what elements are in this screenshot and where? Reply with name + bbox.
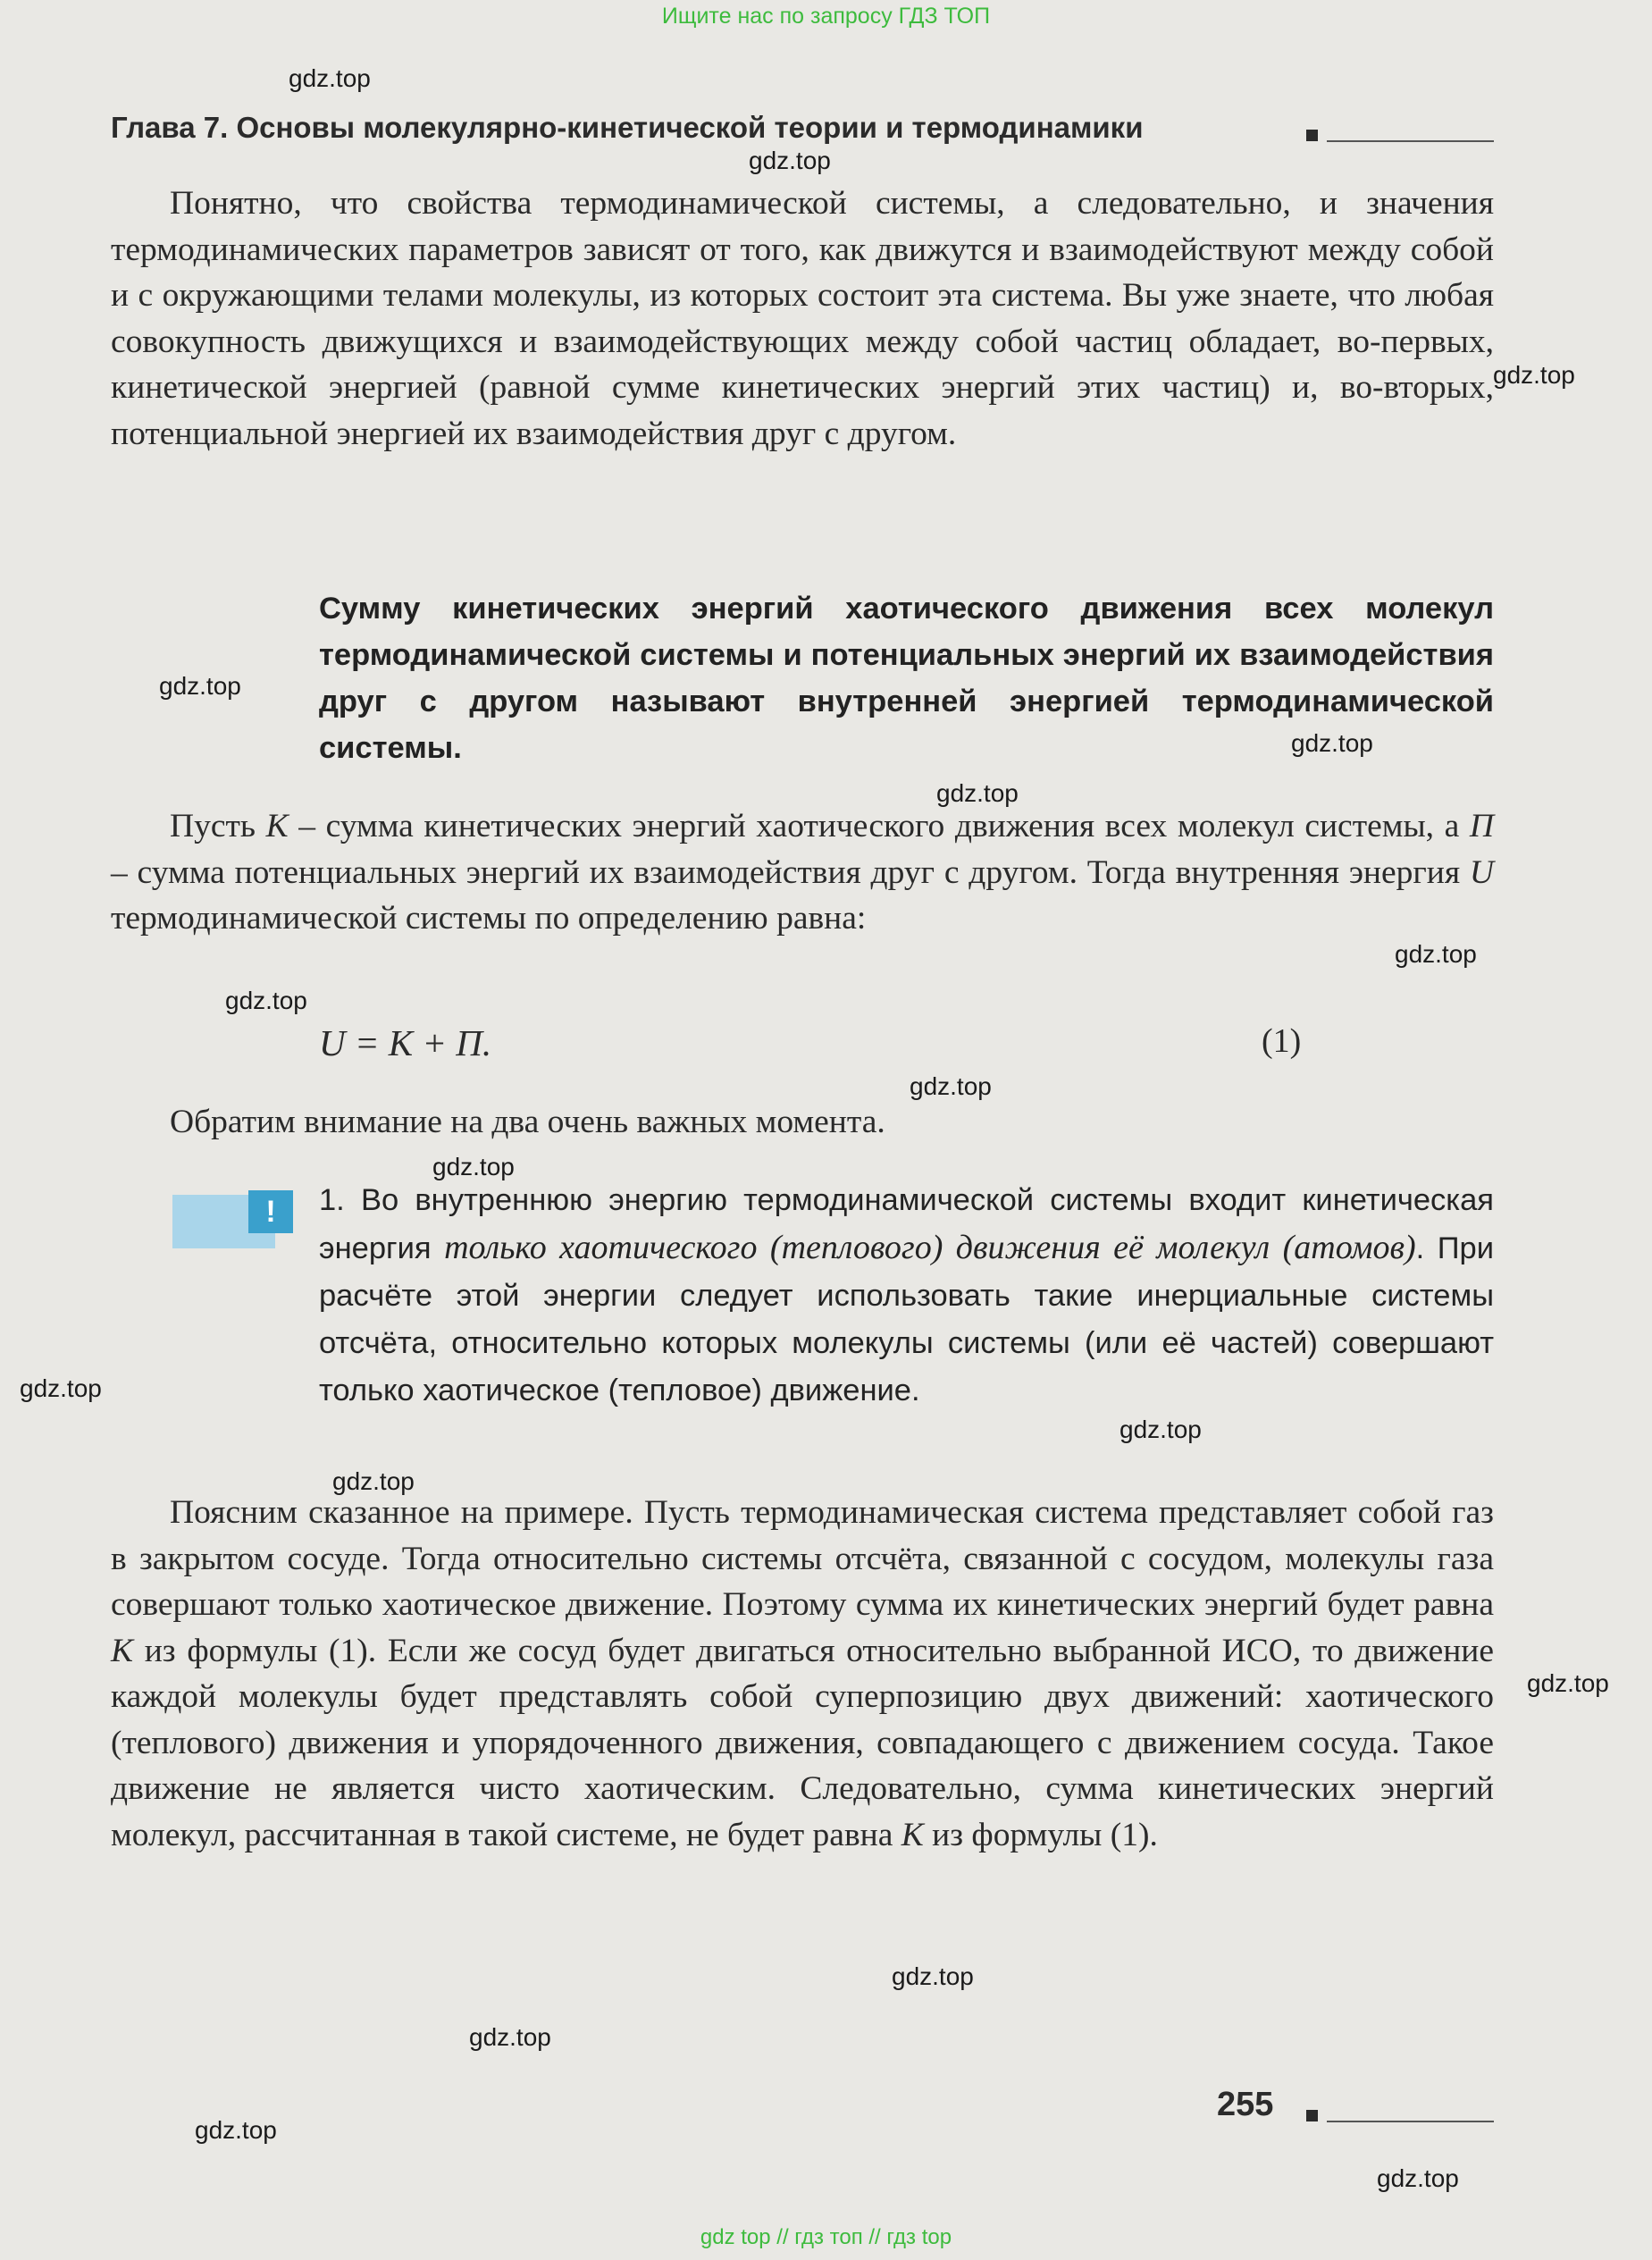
watermark: gdz.top — [159, 672, 241, 700]
chapter-rule — [1327, 140, 1494, 142]
watermark: gdz.top — [1493, 361, 1575, 389]
watermark: gdz.top — [936, 779, 1019, 807]
warning-icon: ! — [248, 1190, 293, 1233]
page-rule — [1327, 2121, 1494, 2122]
note-point-one — [319, 1177, 1494, 1415]
watermark: gdz.top — [892, 1962, 974, 1990]
p2-var-k: K — [265, 808, 289, 844]
chapter-square-marker — [1306, 130, 1318, 141]
note-text-b: . При расчёте этой энергии следует использовать такие инерциальные системы отсчёта, относительно которых молекулы системы (или её частей) совершают только хаотическое (тепловое) движение. — [319, 1231, 1494, 1407]
watermark: gdz.top — [195, 2116, 277, 2144]
paragraph-example — [111, 1490, 1494, 1858]
watermark: gdz.top — [1377, 2164, 1459, 2192]
bottom-banner[interactable]: gdz top // гдз топ // гдз top — [700, 2225, 952, 2249]
note-italic: только хаотического (теплового) движения её молекул (атомов) — [444, 1229, 1416, 1266]
page-number: 255 — [1217, 2086, 1274, 2123]
definition-block: Сумму кинетических энергий хаотического движения всех молекул термодинамической системы и потенциальных энергий их взаимодействия друг с другом называют внутренней энергией термодинамической системы. — [319, 592, 1494, 765]
page-square-marker — [1306, 2110, 1318, 2121]
watermark: gdz.top — [910, 1072, 992, 1100]
p2-text-a: Пусть — [170, 808, 266, 844]
p2-text-b: – сумма кинетических энергий хаотического движения всех молекул системы, а — [288, 808, 1470, 844]
p2-var-u: U — [1469, 853, 1494, 891]
watermark: gdz.top — [1120, 1416, 1202, 1443]
chapter-title: Глава 7. Основы молекулярно-кинетической теории и термодинамики — [111, 111, 1144, 144]
p2-var-p: П — [1469, 808, 1494, 844]
watermark: gdz.top — [469, 2023, 551, 2051]
formula-number: (1) — [1262, 1022, 1302, 1060]
p4-var-k2: K — [901, 1816, 924, 1853]
p4-text-c: из формулы (1). — [923, 1816, 1158, 1853]
watermark: gdz.top — [20, 1374, 102, 1402]
formula-internal-energy: U = K + П. — [319, 1022, 492, 1063]
p4-text-a: Поясним сказанное на примере. Пусть термодинамическая система представляет собой газ в закрытом сосуде. Тогда относительно системы отсчёта, связанной с сосудом, молекулы газа совершают только хаотическое движение. Поэтому сумма их кинетических энергий будет равна — [111, 1494, 1494, 1623]
watermark: gdz.top — [1395, 940, 1477, 968]
p2-text-d: термодинамической системы по определению равна: — [111, 900, 867, 937]
p4-text-b: из формулы (1). Если же сосуд будет двигаться относительно выбранной ИСО, то движение каждой молекулы будет представлять собой суперпозицию двух движений: хаотического (теплового) движения и упорядоченного движения, совпадающего с движением сосуда. Такое движение не является чисто хаотическим. Следовательно, сумма кинетических энергий молекул, рассчитанная в такой системе, не будет равна — [111, 1632, 1494, 1853]
watermark: gdz.top — [332, 1467, 415, 1495]
p4-var-k1: K — [111, 1632, 134, 1669]
watermark: gdz.top — [1527, 1669, 1609, 1697]
watermark: gdz.top — [289, 64, 371, 92]
watermark: gdz.top — [225, 987, 307, 1014]
paragraph-intro: Понятно, что свойства термодинамической системы, а следовательно, и значения термодинамических параметров зависят от того, как движутся и взаимодействуют между собой и с окружающими телами молекулы, из которых состоит эта система. Вы уже знаете, что любая совокупность движущихся и взаимодействующих между собой частиц обладает, во-первых, кинетической энергией (равной сумме кинетических энергий этих частиц) и, во-вторых, потенциальной энергией их взаимодействия друг с другом. — [111, 185, 1494, 452]
watermark: gdz.top — [432, 1153, 515, 1180]
top-banner[interactable]: Ищите нас по запросу ГДЗ ТОП — [661, 4, 991, 29]
watermark: gdz.top — [749, 147, 831, 174]
note-text-a: 1. Во внутреннюю энергию термодинамической системы входит кинетическая энергия — [319, 1183, 1494, 1265]
p2-text-c: – сумма потенциальных энергий их взаимодействия друг с другом. Тогда внутренняя энергия — [111, 853, 1470, 891]
paragraph-definition-explanation — [111, 803, 1494, 942]
watermark: gdz.top — [1291, 729, 1373, 757]
paragraph-two-points: Обратим внимание на два очень важных момента. — [170, 1104, 885, 1140]
